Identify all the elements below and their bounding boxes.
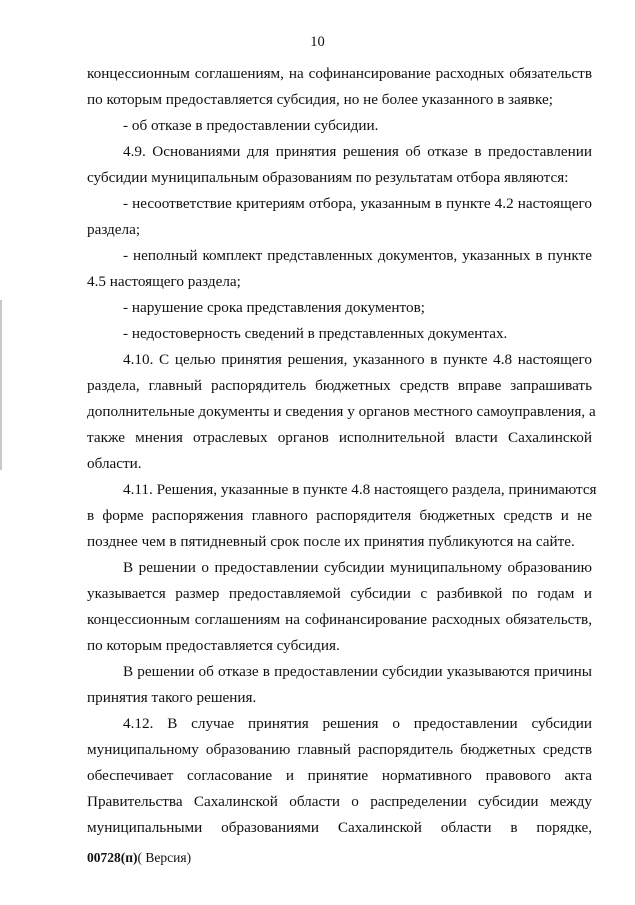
text-line: позднее чем в пятидневный срок после их принятия публикуются на сайте. bbox=[87, 533, 575, 550]
text-line: по которым предоставляется субсидия. bbox=[87, 637, 340, 654]
text-line: концессионным соглашениям, на софинансирование расходных обязательств bbox=[87, 65, 592, 82]
document-version: ( Версия) bbox=[137, 850, 192, 865]
text-line: 4.9. Основаниями для принятия решения об отказе в предоставлении bbox=[123, 143, 592, 160]
text-line: обеспечивает согласование и принятие нормативного правового акта bbox=[87, 767, 592, 784]
text-line: - нарушение срока представления документов; bbox=[123, 299, 425, 316]
text-line: 4.12. В случае принятия решения о предоставлении субсидии bbox=[123, 715, 592, 732]
text-line: субсидии муниципальным образованиям по результатам отбора являются: bbox=[87, 169, 569, 186]
text-line: раздела, главный распорядитель бюджетных средств вправе запрашивать bbox=[87, 377, 592, 394]
text-line: - недостоверность сведений в представленных документах. bbox=[123, 325, 508, 342]
text-line: раздела; bbox=[87, 221, 141, 238]
text-line: - об отказе в предоставлении субсидии. bbox=[123, 117, 379, 134]
document-footer bbox=[87, 850, 191, 866]
text-line: концессионным соглашениям на софинансирование расходных обязательств, bbox=[87, 611, 592, 628]
text-line: - неполный комплект представленных документов, указанных в пункте bbox=[123, 247, 592, 264]
text-line: в форме распоряжения главного распорядителя бюджетных средств и не bbox=[87, 507, 592, 524]
text-line: Правительства Сахалинской области о распределении субсидии между bbox=[87, 793, 592, 810]
text-line: - несоответствие критериям отбора, указанным в пункте 4.2 настоящего bbox=[123, 195, 592, 212]
text-line: муниципальными образованиями Сахалинской области в порядке, bbox=[87, 819, 592, 836]
text-line: области. bbox=[87, 455, 142, 472]
document-code: 00728(п) bbox=[87, 850, 138, 865]
text-line: 4.5 настоящего раздела; bbox=[87, 273, 241, 290]
text-line: В решении об отказе в предоставлении субсидии указываются причины bbox=[123, 663, 592, 680]
scan-edge-mark bbox=[0, 300, 2, 470]
text-line: муниципальному образованию главный распорядитель бюджетных средств bbox=[87, 741, 592, 758]
text-line: принятия такого решения. bbox=[87, 689, 257, 706]
text-line: дополнительные документы и сведения у органов местного самоуправления, а bbox=[87, 403, 596, 420]
text-line: также мнения отраслевых органов исполнительной власти Сахалинской bbox=[87, 429, 592, 446]
text-line: 4.10. С целью принятия решения, указанного в пункте 4.8 настоящего bbox=[123, 351, 592, 368]
page-number: 10 bbox=[310, 34, 325, 50]
text-line: В решении о предоставлении субсидии муниципальному образованию bbox=[123, 559, 592, 576]
text-line: по которым предоставляется субсидия, но не более указанного в заявке; bbox=[87, 91, 553, 108]
text-line: 4.11. Решения, указанные в пункте 4.8 настоящего раздела, принимаются bbox=[123, 481, 597, 498]
text-line: указывается размер предоставляемой субсидии с разбивкой по годам и bbox=[87, 585, 592, 602]
